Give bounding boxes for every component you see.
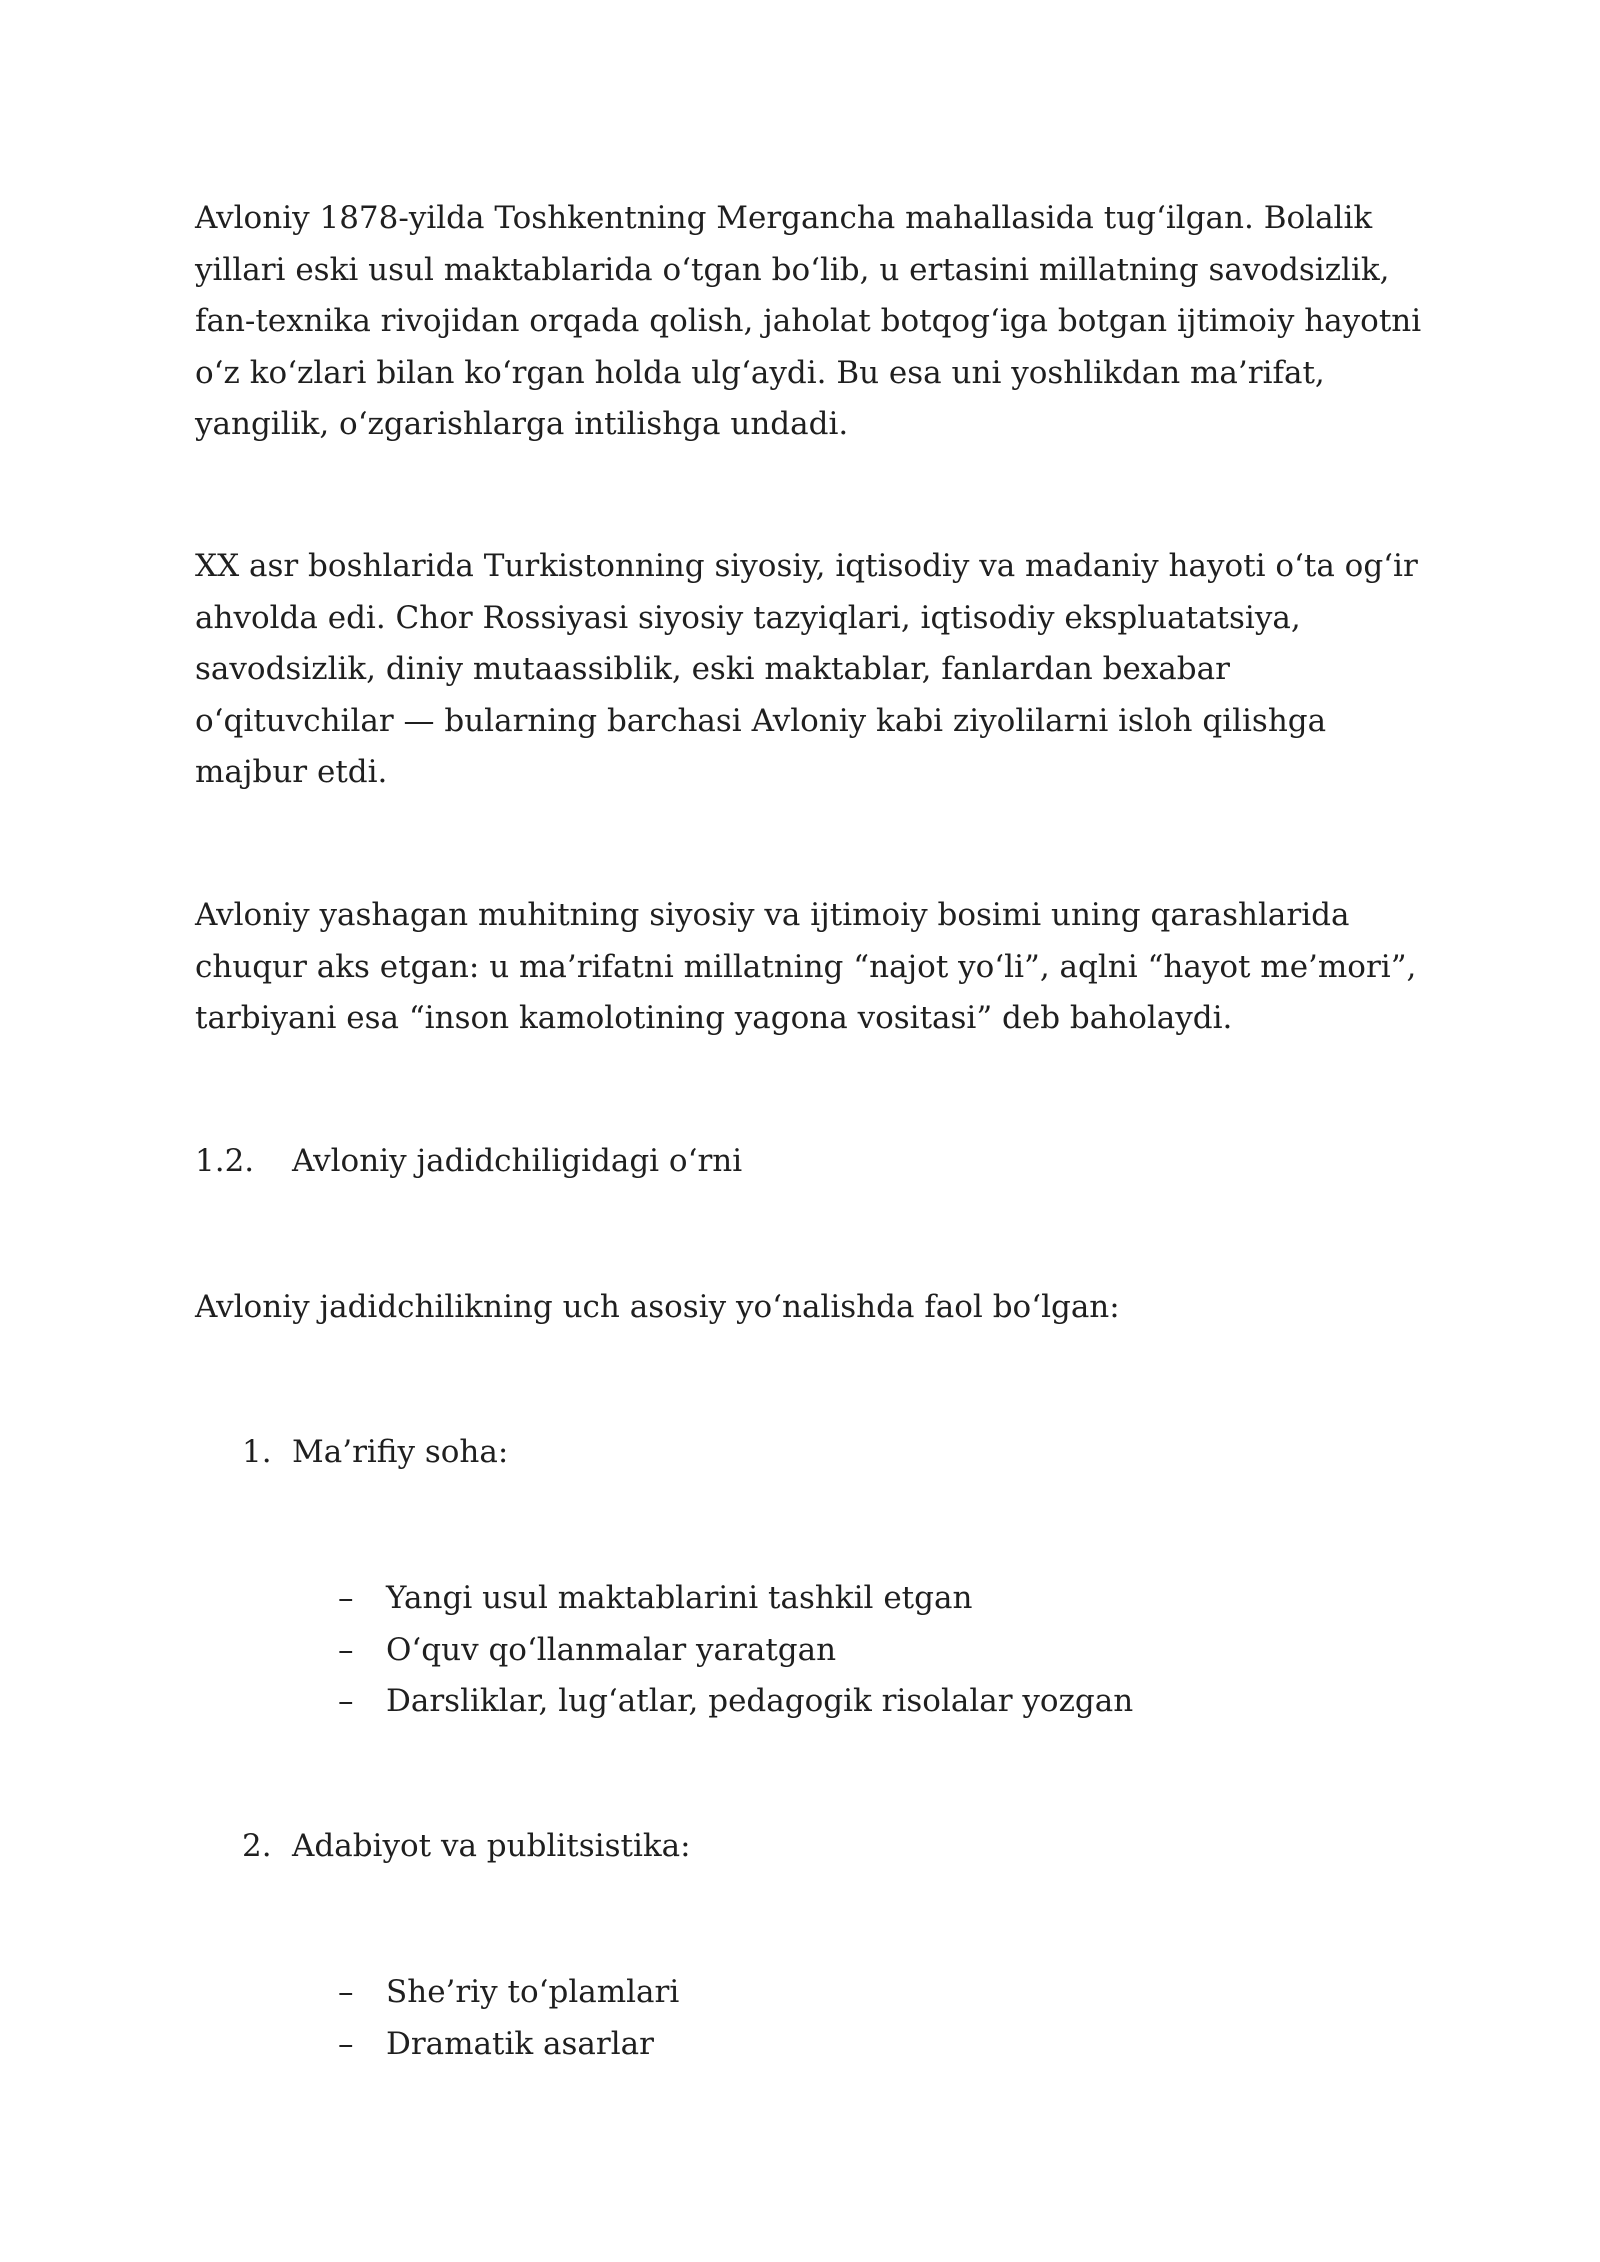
list-item <box>338 1573 1133 1625</box>
dash-marker: – <box>338 1683 354 1719</box>
intro-line: Avloniy jadidchilikning uch asosiy yo‘nalishda faol bo‘lgan: <box>195 1289 1120 1325</box>
numbered-item-1 <box>242 1427 508 1479</box>
numbered-item-title: Ma’rifiy soha: <box>292 1434 509 1470</box>
bullet-list-1 <box>338 1573 1133 1728</box>
list-item <box>338 2019 679 2071</box>
list-item-text: O‘quv qo‘llanmalar yaratgan <box>386 1631 837 1668</box>
list-item-text: She’riy to‘plamlari <box>386 1974 680 2010</box>
bullet-list-2 <box>338 1967 679 2070</box>
list-item-text: Yangi usul maktablarini tashkil etgan <box>386 1580 973 1616</box>
numbered-item-number: 2. <box>242 1828 272 1864</box>
section-heading <box>195 1136 742 1188</box>
numbered-item-2 <box>242 1821 691 1873</box>
paragraph-biography: Avloniy 1878-yilda Toshkentning Mergancha mahallasida tug‘ilgan. Bolalik yillari eski usul maktablarida o‘tgan bo‘lib, u ertasini millatning savodsizlik, fan-texnika rivojidan orqada qolish, jaholat botqog‘iga botgan ijtimoiy hayotni o‘z ko‘zlari bilan ko‘rgan holda ulg‘aydi. Bu esa uni yoshlikdan ma’rifat, yangilik, o‘zgarishlarga intilishga undadi. <box>195 200 1422 442</box>
list-item-text: Darsliklar, lug‘atlar, pedagogik risolalar yozgan <box>386 1683 1134 1719</box>
list-item-text: Dramatik asarlar <box>386 2025 654 2062</box>
dash-marker: – <box>338 1974 354 2010</box>
dash-marker: – <box>338 2025 354 2062</box>
section-heading-number: 1.2. <box>195 1143 255 1179</box>
list-item <box>338 1967 679 2019</box>
dash-marker: – <box>338 1580 354 1616</box>
dash-marker: – <box>338 1631 354 1668</box>
paragraph-views: Avloniy yashagan muhitning siyosiy va ijtimoiy bosimi uning qarashlarida chuqur aks etgan: u ma’rifatni millatning “najot yo‘li”, aqlni “hayot me’mori”, tarbiyani esa “inson kamolotining yagona vositasi” deb baholaydi. <box>195 897 1417 1036</box>
list-item <box>338 1625 1133 1677</box>
paragraph-historical-context: XX asr boshlarida Turkistonning siyosiy, iqtisodiy va madaniy hayoti o‘ta og‘ir ahvolda edi. Chor Rossiyasi siyosiy tazyiqlari, iqtisodiy ekspluatatsiya, savodsizlik, diniy mutaassiblik, eski maktablar, fanlardan bexabar o‘qituvchilar — bularning barchasi Avloniy kabi ziyolilarni isloh qilishga majbur etdi. <box>195 548 1418 790</box>
numbered-item-title: Adabiyot va publitsistika: <box>292 1828 691 1864</box>
section-heading-title: Avloniy jadidchiligidagi o‘rni <box>292 1143 743 1179</box>
numbered-item-number: 1. <box>242 1434 272 1470</box>
list-item <box>338 1676 1133 1728</box>
